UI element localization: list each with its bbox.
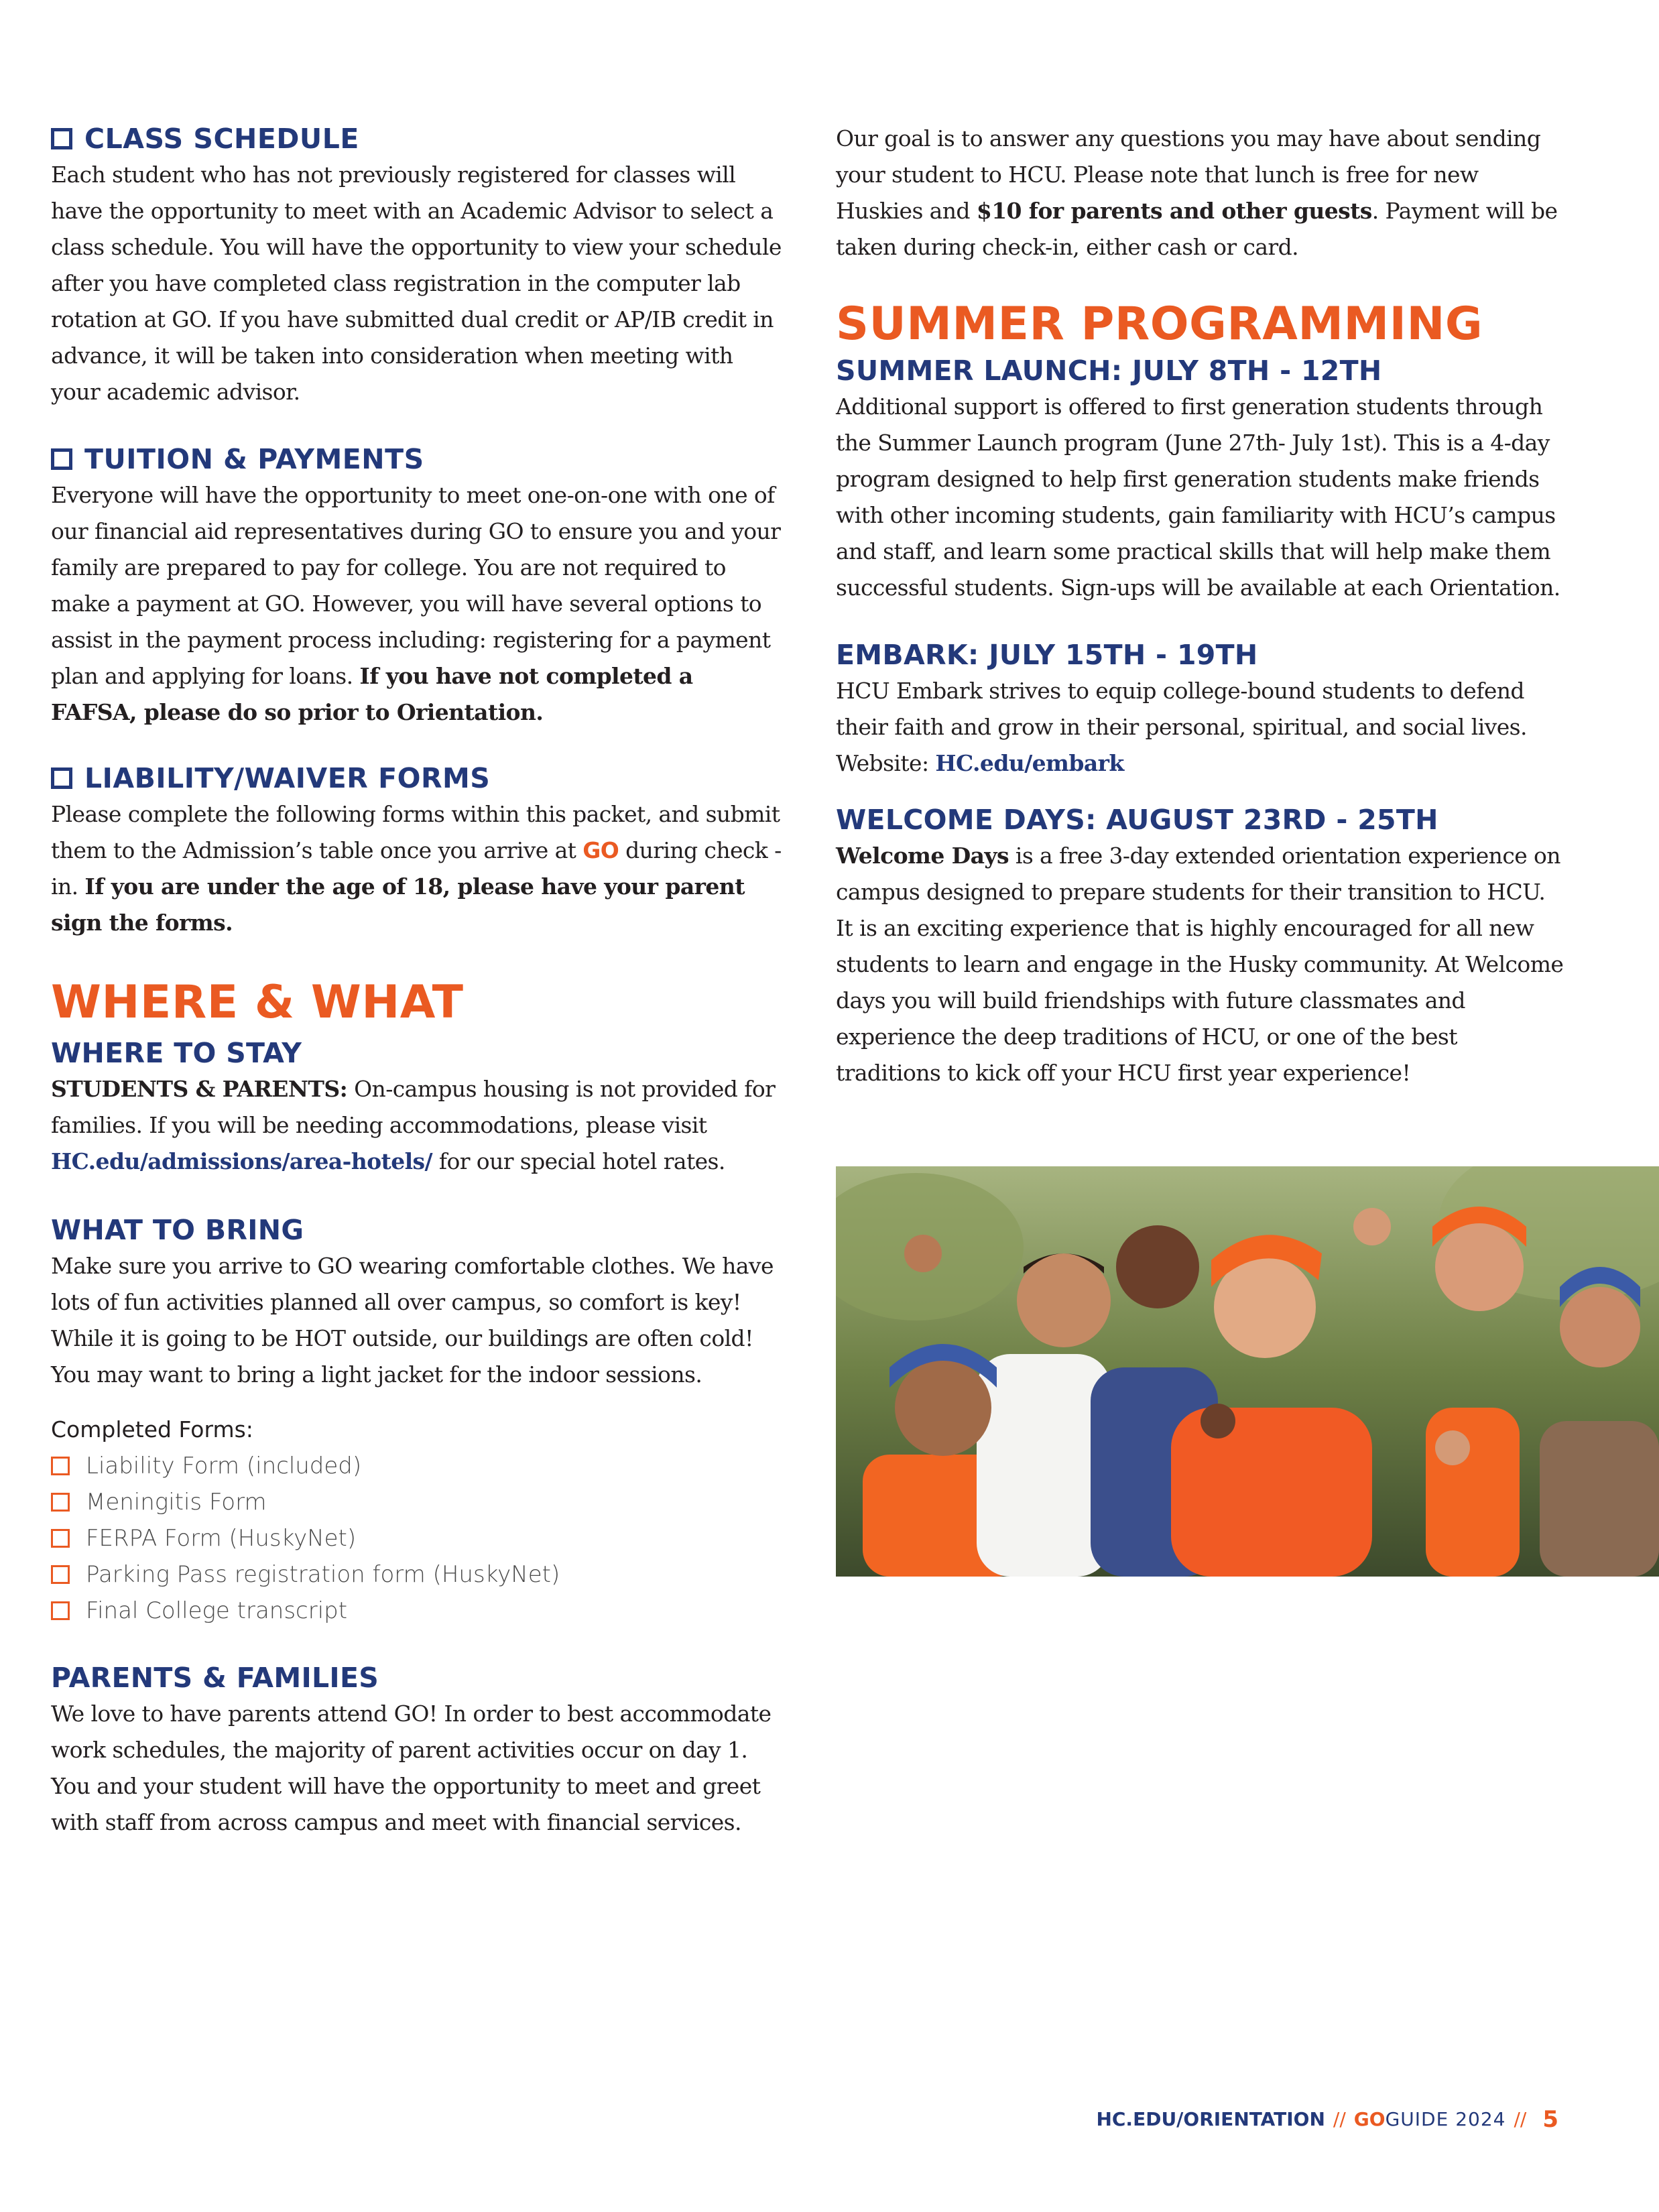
- checkbox-icon: [51, 1601, 70, 1620]
- liability-text: Please complete the following forms within this packet, and submit them to the Admission’s table once you arrive at GO during check - in. If you are under the age of 18, please have your parent sign the forms.: [51, 801, 782, 936]
- page-number: 5: [1542, 2106, 1558, 2133]
- where-what-heading: WHERE & WHAT: [51, 976, 464, 1029]
- checkbox-icon: [51, 128, 72, 149]
- summer-launch-heading: SUMMER LAUNCH: JULY 8TH - 12TH: [836, 355, 1382, 387]
- tuition-heading: TUITION & PAYMENTS: [51, 441, 782, 477]
- liability-heading: LIABILITY/WAIVER FORMS: [51, 760, 782, 796]
- list-item: Meningitis Form: [51, 1484, 782, 1520]
- where-to-stay-heading: WHERE TO STAY: [51, 1037, 302, 1069]
- what-to-bring-heading: WHAT TO BRING: [51, 1214, 304, 1246]
- class-schedule-text: Each student who has not previously registered for classes will have the opportunity to meet with an Academic Advisor to select a class schedule. You will have the opportunity to view your schedule after you have completed class registration in the computer lab rotation at GO. If you have submitted dual credit or AP/IB credit in advance, it will be taken into consideration when meeting with your academic advisor.: [51, 162, 782, 405]
- parents-families-heading: PARENTS & FAMILIES: [51, 1662, 379, 1694]
- checkbox-icon: [51, 1565, 70, 1584]
- checkbox-icon: [51, 448, 72, 470]
- welcome-days-text: Welcome Days is a free 3-day extended orientation experience on campus designed to prepare students for their transition to HCU. It is an exciting experience that is highly encouraged for all new students to learn and engage in the Husky community. At Welcome days you will build friendships with future classmates and experience the deep traditions of HCU, or one of the best traditions to kick off your HCU first year experience!: [836, 843, 1564, 1086]
- embark-heading: EMBARK: JULY 15TH - 19TH: [836, 639, 1258, 671]
- list-item: Final College transcript: [51, 1593, 782, 1629]
- where-to-stay-text: STUDENTS & PARENTS: On-campus housing is not provided for families. If you will be needing accommodations, please visit HC.edu/admissions/area-hotels/ for our special hotel rates.: [51, 1076, 776, 1174]
- completed-forms-title: Completed Forms:: [51, 1416, 253, 1442]
- list-item: Liability Form (included): [51, 1448, 782, 1484]
- left-column: [51, 121, 782, 1841]
- embark-link[interactable]: HC.edu/embark: [935, 750, 1124, 776]
- students-photo-illustration: [836, 1166, 1659, 1577]
- footer-url[interactable]: HC.EDU/ORIENTATION: [1096, 2108, 1325, 2130]
- summer-programming-heading: SUMMER PROGRAMMING: [836, 298, 1483, 351]
- list-item: FERPA Form (HuskyNet): [51, 1520, 782, 1556]
- checkbox-icon: [51, 767, 72, 789]
- what-to-bring-text: Make sure you arrive to GO wearing comfortable clothes. We have lots of fun activities planned all over campus, so comfort is key! While it is going to be HOT outside, our buildings are often cold! You may want to bring a light jacket for the indoor sessions.: [51, 1253, 774, 1388]
- checkbox-icon: [51, 1457, 70, 1475]
- go-logo: GO: [582, 837, 619, 863]
- footer-go: GO: [1353, 2108, 1386, 2130]
- students-photo: [836, 1166, 1659, 1577]
- parents-families-text: We love to have parents attend GO! In order to best accommodate work schedules, the majority of parent activities occur on day 1. You and your student will have the opportunity to meet and greet with staff from across campus and meet with financial services.: [51, 1701, 772, 1835]
- tuition-text: Everyone will have the opportunity to meet one-on-one with one of our financial aid representatives during GO to ensure you and your family are prepared to pay for college. You are not required to make a payment at GO. However, you will have several options to assist in the payment process including: registering for a payment plan and applying for loans. If you have not completed a FAFSA, please do so prior to Orientation.: [51, 482, 781, 725]
- completed-forms-list: [51, 1448, 782, 1629]
- footer-guide: GUIDE 2024: [1385, 2108, 1506, 2130]
- right-column: [836, 121, 1566, 1091]
- checkbox-icon: [51, 1493, 70, 1512]
- class-schedule-heading: CLASS SCHEDULE: [51, 121, 782, 157]
- embark-text: HCU Embark strives to equip college-bound students to defend their faith and grow in their personal, spiritual, and social lives. Website: HC.edu/embark: [836, 678, 1527, 776]
- intro-text: Our goal is to answer any questions you may have about sending your student to HCU. Please note that lunch is free for new Huskies and $10 for parents and other guests. Payment will be taken during check-in, either cash or card.: [836, 125, 1558, 260]
- area-hotels-link[interactable]: HC.edu/admissions/area-hotels/: [51, 1148, 432, 1174]
- summer-launch-text: Additional support is offered to first generation students through the Summer Launch program (June 27th- July 1st). This is a 4-day program designed to help first generation students make friends with other incoming students, gain familiarity with HCU’s campus and staff, and learn some practical skills that will help make them successful students. Sign-ups will be available at each Orientation.: [836, 393, 1560, 601]
- list-item: Parking Pass registration form (HuskyNet): [51, 1556, 782, 1593]
- welcome-days-heading: WELCOME DAYS: AUGUST 23RD - 25TH: [836, 804, 1438, 836]
- page-footer: HC.EDU/ORIENTATION // GO GUIDE 2024 // 5: [1096, 2106, 1558, 2133]
- checkbox-icon: [51, 1529, 70, 1548]
